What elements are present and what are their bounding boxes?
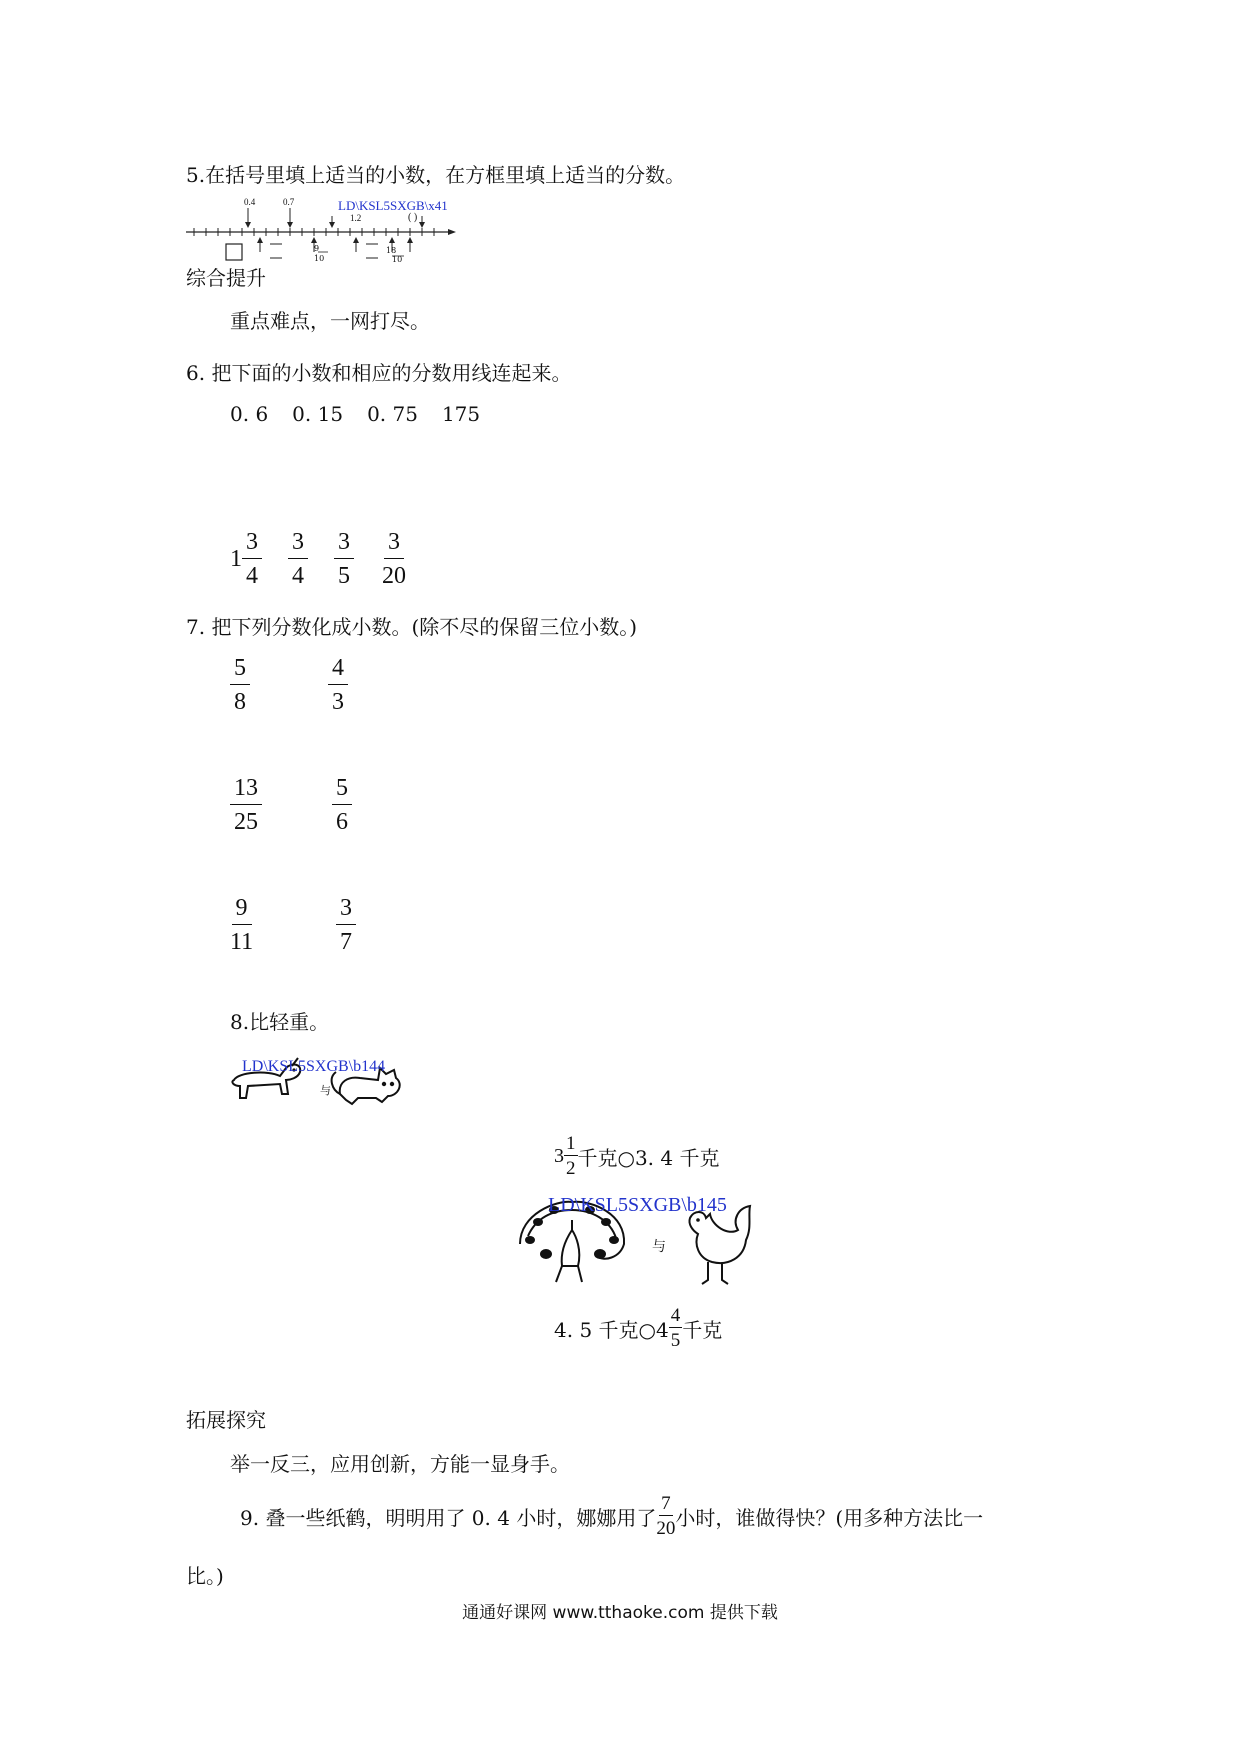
section-extend-subtitle: 重点难点，一网打尽。 — [230, 309, 430, 333]
q6-frac-1-den: 4 — [246, 563, 258, 589]
q6-frac-2-num: 3 — [288, 530, 308, 559]
numberline-frac-b-den: 10 — [392, 255, 403, 264]
numberline-label-12: 1.2 — [350, 213, 362, 223]
q6-frac-3 — [334, 530, 354, 588]
q9-num: 7 — [661, 1493, 671, 1514]
q8-yu-2: 与 — [652, 1239, 666, 1255]
q7-frac-5-num: 9 — [232, 896, 252, 925]
q8-cmp2-after: 千克 — [682, 1317, 723, 1342]
q9-text-a: 9. 叠一些纸鹤，明明用了 0. 4 小时，娜娜用了 — [240, 1505, 657, 1530]
q6-decimal-list — [230, 402, 480, 426]
q8-cmp1-num: 1 — [566, 1133, 576, 1154]
q7-frac-5 — [230, 896, 253, 954]
q8-cmp2-num: 4 — [670, 1305, 681, 1326]
q6-frac-2-den: 4 — [292, 563, 304, 589]
q5-title: 5.在括号里填上适当的小数，在方框里填上适当的分数。 — [186, 163, 686, 187]
q7-frac-3 — [230, 776, 262, 834]
q7-frac-5-den: 11 — [230, 929, 254, 955]
page-footer: 通通好课网 www.tthaoke.com 提供下载 — [462, 1603, 778, 1623]
q8-title: 8.比轻重。 — [230, 1010, 330, 1034]
q7-frac-1-num: 5 — [230, 656, 250, 685]
q7-frac-3-num: 13 — [230, 776, 262, 805]
q8-compare-2 — [554, 1306, 722, 1350]
q8-cmp1-den: 2 — [566, 1158, 576, 1179]
q8-ref-code-1: LD\KSL5SXGB\b144 — [242, 1058, 386, 1075]
q9-frac — [656, 1494, 675, 1538]
q6-decimal-3: 0. 75 — [367, 402, 418, 426]
q7-frac-4 — [332, 776, 352, 834]
q8-cmp2-den: 5 — [670, 1330, 681, 1351]
q7-frac-6 — [336, 896, 356, 954]
q6-frac-1 — [242, 530, 262, 588]
numberline-frac-b-num: 18 — [386, 246, 397, 255]
q7-frac-6-den: 7 — [340, 929, 352, 955]
q8-cmp2-frac — [669, 1306, 683, 1350]
q9-text-c: 比。) — [186, 1564, 224, 1588]
q6-frac-3-den: 5 — [338, 563, 350, 589]
q7-frac-4-den: 6 — [336, 809, 348, 835]
q7-frac-3-den: 25 — [234, 809, 258, 835]
q7-frac-6-num: 3 — [336, 896, 356, 925]
q8-cmp1-after: 千克○3. 4 千克 — [577, 1145, 720, 1170]
q6-decimal-4: 175 — [441, 402, 481, 426]
q6-frac-2 — [288, 530, 308, 588]
q7-frac-2-num: 4 — [328, 656, 348, 685]
q7-frac-2-den: 3 — [332, 689, 344, 715]
q7-frac-1 — [230, 656, 250, 714]
q9-line — [240, 1494, 983, 1538]
section-explore-subtitle: 举一反三，应用创新，方能一显身手。 — [230, 1452, 570, 1476]
q6-frac-4-num: 3 — [384, 530, 404, 559]
q6-decimal-1: 0. 6 — [230, 402, 269, 426]
q8-compare-1 — [554, 1134, 719, 1178]
numberline-paren: ( ) — [408, 212, 418, 223]
q6-frac-4-den: 20 — [382, 563, 406, 589]
q6-title: 6. 把下面的小数和相应的分数用线连起来。 — [186, 361, 572, 385]
q8-ref-code-2: LD\KSL5SXGB\b145 — [548, 1194, 727, 1216]
numberline-ref-code: LD\KSL5SXGB\x41 — [338, 198, 448, 213]
q6-decimal-2: 0. 15 — [292, 402, 344, 426]
q6-frac-4 — [382, 530, 406, 588]
numberline-frac-a-den: 10 — [314, 254, 325, 263]
q7-title: 7. 把下列分数化成小数。(除不尽的保留三位小数。) — [186, 615, 638, 639]
q6-frac-1-num: 3 — [242, 530, 262, 559]
q8-cmp1-frac — [564, 1134, 578, 1178]
section-explore-title: 拓展探究 — [186, 1408, 266, 1432]
q8-cmp1-whole: 3 — [554, 1144, 564, 1167]
q9-den: 20 — [656, 1518, 676, 1539]
q6-frac-3-num: 3 — [334, 530, 354, 559]
q7-frac-2 — [328, 656, 348, 714]
numberline-label-07: 0.7 — [283, 197, 295, 207]
q8-yu-1: 与 — [320, 1084, 331, 1097]
q7-frac-4-num: 5 — [332, 776, 352, 805]
q6-frac-1-whole: 1 — [230, 546, 242, 572]
q7-frac-1-den: 8 — [234, 689, 246, 715]
numberline-label-04: 0.4 — [244, 197, 256, 207]
numberline-frac-a-num: 9 — [314, 244, 320, 253]
q9-text-b: 小时，谁做得快？(用多种方法比一 — [675, 1505, 984, 1530]
q8-cmp2-before: 4. 5 千克○4 — [554, 1317, 669, 1342]
section-extend-title: 综合提升 — [186, 266, 266, 290]
